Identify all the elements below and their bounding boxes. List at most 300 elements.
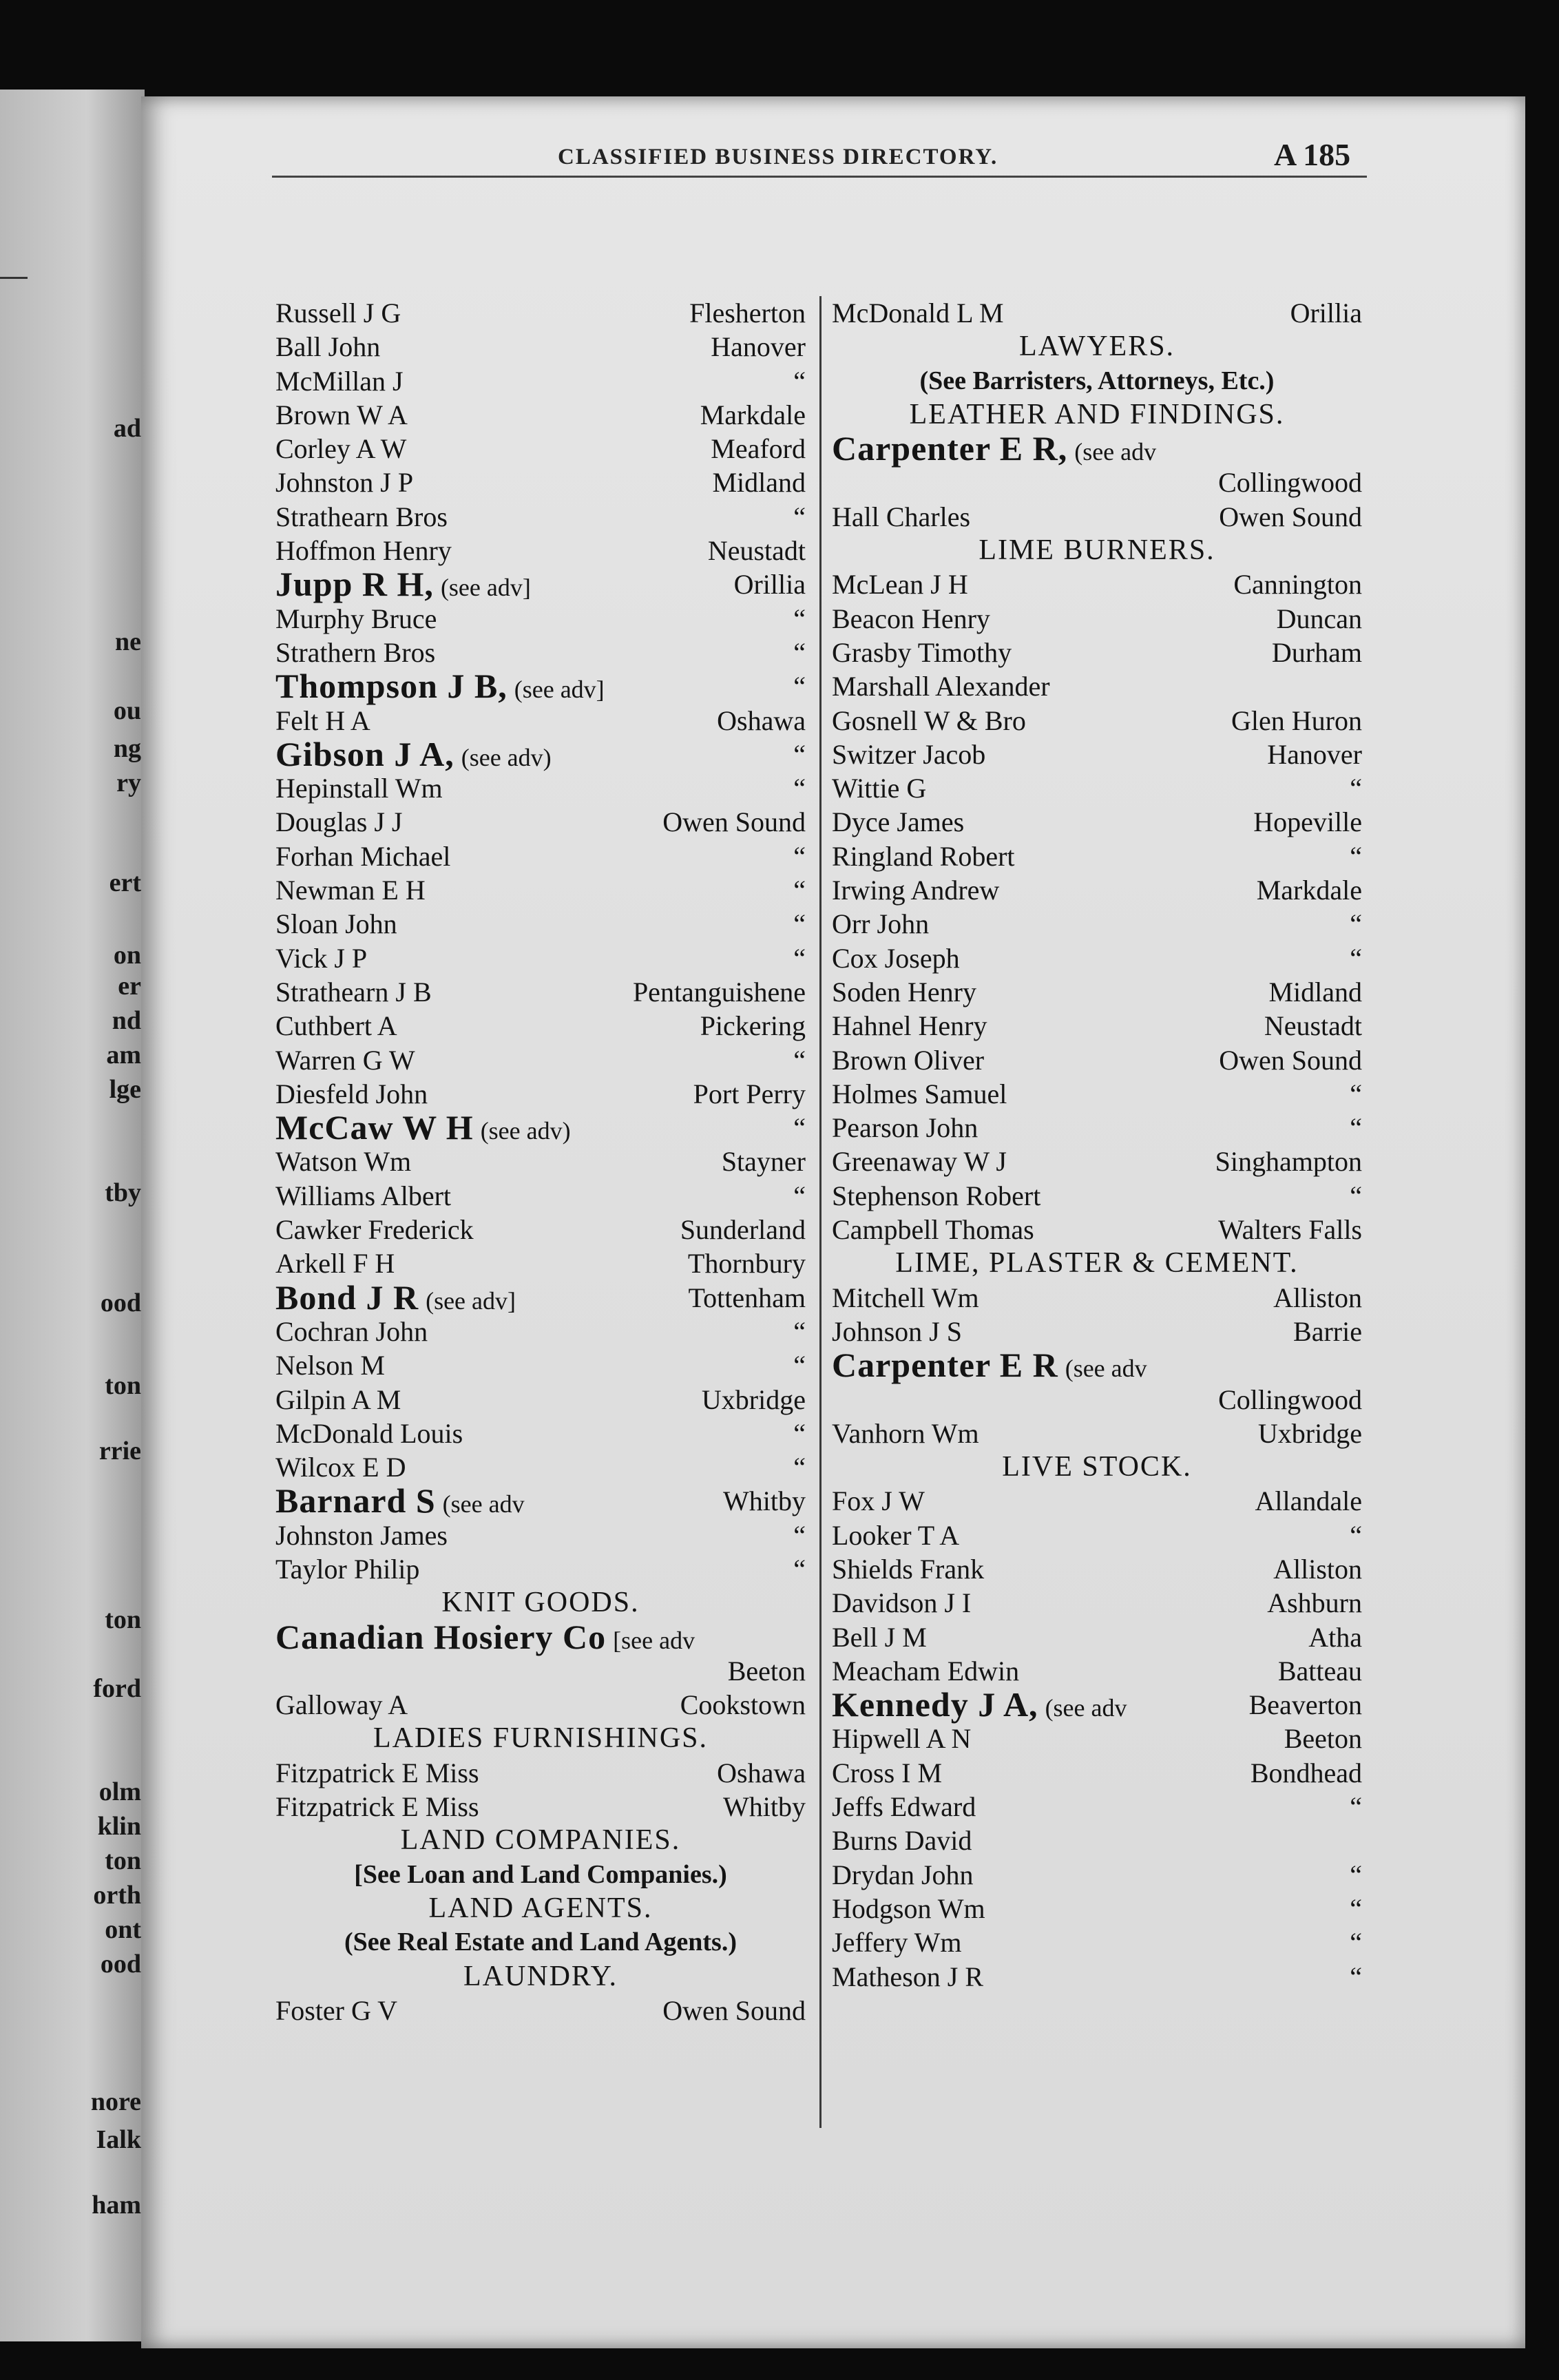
prev-page-fragment: orth <box>93 1881 141 1910</box>
entry-name-text: Hall Charles <box>832 501 971 532</box>
directory-entry <box>275 1246 806 1280</box>
entry-name <box>275 1213 474 1246</box>
entry-name <box>275 1994 397 2027</box>
directory-entry <box>832 1858 1362 1892</box>
entry-name-text: Wilcox E D <box>275 1452 406 1483</box>
directory-entry <box>275 873 806 907</box>
entry-name <box>832 500 970 534</box>
entry-place: Uxbridge <box>701 1384 806 1415</box>
right-column <box>832 296 1362 1994</box>
section-heading <box>832 1246 1362 1280</box>
entry-name-text: Stephenson Robert <box>832 1180 1041 1211</box>
entry-name-text: Davidson J I <box>832 1587 972 1619</box>
entry-name-text: Gosnell W & Bro <box>832 704 1026 736</box>
directory-entry <box>275 1009 806 1043</box>
entry-name <box>275 636 435 669</box>
entry-name-text: Williams Albert <box>275 1180 452 1211</box>
entry-name <box>275 1315 428 1348</box>
cross-reference-note: (See Real Estate and Land Agents.) <box>344 1928 737 1957</box>
entry-place: Orillia <box>1290 298 1362 328</box>
entry-place: “ <box>1350 773 1362 804</box>
entry-place: Bondhead <box>1250 1757 1362 1788</box>
entry-name <box>275 1450 406 1484</box>
entry-place: “ <box>1350 1859 1362 1890</box>
entry-name-text: McDonald Louis <box>275 1417 463 1449</box>
entry-place: “ <box>1350 1791 1362 1823</box>
entry-name-text: Bell J M <box>832 1621 927 1653</box>
entry-name-text: Matheson J R <box>832 1961 983 1992</box>
entry-name-text: McDonald L M <box>832 298 1004 328</box>
directory-entry <box>832 1685 1362 1724</box>
entry-name <box>832 1654 1019 1688</box>
entry-name-text: Strathearn Bros <box>275 501 448 532</box>
entry-place: Flesherton <box>689 298 806 328</box>
entry-place: Beeton <box>727 1655 806 1687</box>
entry-name-text: Arkell F H <box>275 1248 395 1280</box>
section-heading-text: LIME, PLASTER & CEMENT. <box>895 1247 1299 1280</box>
entry-place: “ <box>793 1417 806 1449</box>
directory-entry <box>832 602 1362 636</box>
advertiser-name <box>275 1277 516 1318</box>
entry-name-text: Hipwell A N <box>832 1723 972 1755</box>
entry-name-text: Jeffery Wm <box>832 1927 962 1959</box>
entry-name <box>832 602 990 636</box>
entry-name <box>832 1484 925 1518</box>
prev-page-fragment: Ialk <box>96 2125 141 2154</box>
section-heading-text: LAWYERS. <box>1018 331 1175 363</box>
entry-place: Owen Sound <box>662 806 806 838</box>
prev-page-fragment: ton <box>105 1605 141 1634</box>
directory-entry <box>832 1960 1362 1994</box>
entry-name <box>832 1620 927 1654</box>
directory-entry <box>275 330 806 364</box>
directory-entry <box>832 907 1362 941</box>
entry-name-text: Watson Wm <box>275 1146 412 1178</box>
entry-name-text: Irwing Andrew <box>832 875 1000 906</box>
entry-place: “ <box>793 875 806 906</box>
entry-name <box>832 1824 972 1857</box>
entry-name-text: Fitzpatrick E Miss <box>275 1757 479 1788</box>
entry-place: Hopeville <box>1253 806 1362 838</box>
entry-name <box>275 771 443 805</box>
entry-name-text: McLean J H <box>832 569 968 601</box>
entry-name <box>275 364 404 398</box>
entry-name-text: Dyce James <box>832 806 965 838</box>
advertiser-name <box>832 1348 1147 1386</box>
prev-page-fragment: ood <box>100 1288 141 1317</box>
entry-name-text: Hodgson Wm <box>832 1892 985 1924</box>
directory-entry <box>275 975 806 1009</box>
entry-name-text: Marshall Alexander <box>832 671 1050 702</box>
entry-place: Pentanguishene <box>632 976 806 1008</box>
entry-place: “ <box>793 1112 806 1144</box>
entry-name-text: Hahnel Henry <box>832 1010 987 1042</box>
prev-page-fragment: ont <box>105 1915 141 1944</box>
entry-name <box>832 1586 971 1620</box>
directory-entry <box>275 534 806 567</box>
entry-place: Duncan <box>1276 603 1362 634</box>
entry-place: Durham <box>1271 636 1362 668</box>
column-divider <box>819 296 822 2128</box>
entry-name-text: Jeffs Edward <box>832 1791 976 1823</box>
entry-place: Hanover <box>711 331 806 363</box>
entry-place: Whitby <box>723 1485 806 1517</box>
entry-name-text: Carpenter E R <box>832 1346 1058 1385</box>
prev-page-fragment: on <box>113 941 141 970</box>
directory-entry <box>275 941 806 975</box>
entry-place: Oshawa <box>717 1757 806 1788</box>
directory-entry <box>275 805 806 839</box>
section-heading-text: LEATHER AND FINDINGS. <box>909 398 1285 430</box>
entry-name <box>832 704 1026 738</box>
entry-name <box>832 1756 942 1790</box>
directory-entry <box>275 1315 806 1348</box>
entry-place: “ <box>1350 1180 1362 1211</box>
entry-name-text: Fox J W <box>832 1485 925 1517</box>
directory-entry <box>275 1077 806 1111</box>
advertiser-name <box>832 429 1157 469</box>
entry-name <box>275 1179 451 1213</box>
entry-name-text: Cawker Frederick <box>275 1214 474 1246</box>
entry-name-text: Cox Joseph <box>832 942 960 974</box>
directory-entry <box>275 1383 806 1417</box>
directory-entry <box>275 1518 806 1552</box>
entry-place: “ <box>793 671 806 702</box>
entry-name-text: Fitzpatrick E Miss <box>275 1791 479 1823</box>
entry-name-text: Sloan John <box>275 908 397 940</box>
directory-entry <box>275 398 806 432</box>
entry-name-text: Wittie G <box>832 773 927 804</box>
section-heading <box>832 330 1362 364</box>
entry-name-text: Gilpin A M <box>275 1384 401 1415</box>
entry-name <box>832 941 960 975</box>
entry-name-text: Forhan Michael <box>275 840 451 872</box>
directory-entry <box>832 1009 1362 1043</box>
entry-name <box>832 1043 984 1077</box>
entry-place: “ <box>1350 1892 1362 1924</box>
entry-name-text: Johnson J S <box>832 1315 962 1347</box>
prev-page-fragment: ert <box>109 868 141 897</box>
directory-entry <box>832 873 1362 907</box>
entry-place: “ <box>793 1350 806 1381</box>
see-adv-note: [see adv <box>613 1626 695 1654</box>
directory-entry <box>832 1043 1362 1077</box>
entry-place: “ <box>793 603 806 634</box>
prev-page-fragment: ood <box>100 1950 141 1979</box>
entry-name <box>832 1518 959 1552</box>
directory-entry <box>275 1481 806 1521</box>
directory-entry <box>275 1994 806 2027</box>
entry-name-text: McMillan J <box>275 365 404 397</box>
entry-name <box>832 1077 1007 1111</box>
entry-place: “ <box>793 942 806 974</box>
entry-name-text: Taylor Philip <box>275 1553 420 1585</box>
advertiser-name <box>275 669 605 707</box>
directory-entry <box>275 704 806 738</box>
directory-entry <box>832 1213 1362 1246</box>
entry-place: “ <box>793 1452 806 1483</box>
see-adv-note: (see adv] <box>440 574 531 602</box>
entry-place: Allandale <box>1255 1485 1362 1517</box>
section-heading-text: LAND AGENTS. <box>428 1892 653 1924</box>
entry-name <box>275 432 406 466</box>
entry-name <box>275 941 367 975</box>
entry-name-text: Strathearn J B <box>275 976 432 1008</box>
directory-entry <box>275 1756 806 1790</box>
directory-entry <box>832 771 1362 805</box>
prev-page-fragment: ham <box>92 2191 141 2220</box>
left-column <box>275 296 806 2027</box>
entry-name-text: Brown Oliver <box>832 1044 985 1076</box>
entry-place: Walters Falls <box>1218 1214 1362 1246</box>
entry-place: Midland <box>1268 976 1362 1008</box>
entry-name-text: Holmes Samuel <box>832 1078 1007 1109</box>
entry-place: “ <box>793 636 806 668</box>
prev-page-fragment: ou <box>113 696 141 725</box>
entry-place: “ <box>1350 1927 1362 1959</box>
directory-entry <box>832 1925 1362 1959</box>
directory-entry <box>832 1824 1362 1857</box>
entry-place: Ashburn <box>1267 1587 1362 1619</box>
directory-entry <box>275 1450 806 1484</box>
directory-entry <box>832 1722 1362 1755</box>
entry-name-text: Grasby Timothy <box>832 636 1012 668</box>
prev-page-rule <box>0 277 28 279</box>
directory-entry <box>275 907 806 941</box>
prev-page-fragment: ng <box>113 734 141 763</box>
entry-name <box>832 975 976 1009</box>
entry-name-text: Bond J R <box>275 1277 419 1317</box>
entry-place: Owen Sound <box>662 1994 806 2026</box>
entry-name-text: Orr John <box>832 908 930 940</box>
entry-place: Collingwood <box>1218 1384 1362 1415</box>
advertiser-name <box>275 734 552 775</box>
prev-page-fragment: rrie <box>98 1437 141 1465</box>
see-adv-note: (see adv <box>1045 1694 1127 1722</box>
page-number: A 185 <box>1274 137 1351 172</box>
entry-name-text: Vanhorn Wm <box>832 1417 979 1449</box>
directory-entry <box>275 1145 806 1178</box>
directory-entry <box>832 1790 1362 1824</box>
entry-name-text: Vick J P <box>275 942 368 974</box>
section-heading-text: LIVE STOCK. <box>1002 1451 1192 1483</box>
entry-place: “ <box>1350 908 1362 940</box>
entry-place: “ <box>793 1553 806 1585</box>
entry-name-text: Corley A W <box>275 433 407 465</box>
header-rule <box>272 176 1367 178</box>
entry-name <box>275 602 437 636</box>
entry-place: Singhampton <box>1215 1146 1362 1178</box>
entry-name-text: Russell J G <box>275 298 401 328</box>
entry-name <box>832 669 1050 703</box>
entry-name-text: Brown W A <box>275 399 408 430</box>
entry-name <box>275 330 380 364</box>
entry-name <box>832 1892 985 1925</box>
entry-name <box>275 1383 401 1417</box>
directory-entry <box>275 602 806 636</box>
section-heading-text: LAND COMPANIES. <box>400 1824 681 1857</box>
directory-entry <box>832 839 1362 873</box>
entry-place: Sunderland <box>680 1214 806 1246</box>
entry-place: “ <box>793 840 806 872</box>
entry-place: Alliston <box>1273 1553 1362 1585</box>
prev-page-fragment: ad <box>113 414 141 443</box>
prev-page-fragment: nore <box>90 2087 141 2116</box>
entry-name-text: Hepinstall Wm <box>275 773 443 804</box>
entry-name <box>832 296 1004 330</box>
running-head: CLASSIFIED BUSINESS DIRECTORY. <box>558 145 998 169</box>
directory-entry <box>275 432 806 466</box>
entry-name <box>275 466 413 499</box>
entry-place: Cookstown <box>680 1689 806 1721</box>
entry-name-text: Foster G V <box>275 1994 398 2026</box>
section-heading <box>275 1892 806 1925</box>
entry-name-text: Ringland Robert <box>832 840 1015 872</box>
entry-name <box>275 839 450 873</box>
directory-entry <box>832 805 1362 839</box>
directory-entry <box>832 1586 1362 1620</box>
directory-entry <box>275 1277 806 1317</box>
see-adv-note: (see adv) <box>461 743 552 771</box>
directory-entry <box>275 296 806 330</box>
entry-place: Midland <box>712 467 806 499</box>
directory-entry <box>275 466 806 499</box>
entry-name <box>832 873 999 907</box>
entry-name <box>832 1722 971 1755</box>
entry-name <box>275 975 432 1009</box>
directory-entry <box>832 296 1362 330</box>
entry-name <box>832 636 1012 669</box>
entry-place: Orillia <box>733 569 806 601</box>
directory-entry <box>832 1518 1362 1552</box>
entry-name <box>832 1009 987 1043</box>
entry-name-text: Gibson J A, <box>275 734 454 773</box>
entry-place: “ <box>793 738 806 770</box>
advertiser-name <box>275 1481 525 1521</box>
directory-entry <box>275 500 806 534</box>
section-heading <box>275 1960 806 1994</box>
entry-name <box>275 1518 448 1552</box>
entry-place: Atha <box>1308 1621 1362 1653</box>
entry-name-text: Shields Frank <box>832 1553 985 1585</box>
section-heading <box>832 534 1362 567</box>
directory-entry <box>275 565 806 604</box>
entry-place: Stayner <box>721 1146 806 1178</box>
entry-name-text: Johnston James <box>275 1519 448 1551</box>
prev-page-fragment: tby <box>105 1178 141 1207</box>
directory-entry <box>275 1688 806 1722</box>
prev-page-fragment: klin <box>97 1812 141 1841</box>
directory-entry <box>275 1552 806 1586</box>
entry-place: Glen Huron <box>1231 704 1362 736</box>
entry-name <box>832 1790 976 1824</box>
entry-name <box>275 704 370 738</box>
entry-name <box>275 907 397 941</box>
directory-entry <box>275 1108 806 1147</box>
entry-name-text: Kennedy J A, <box>832 1685 1038 1724</box>
advertiser-name <box>832 1685 1127 1725</box>
directory-entry <box>832 1281 1362 1315</box>
directory-entry <box>832 429 1362 468</box>
advertiser-name <box>275 567 531 605</box>
directory-entry <box>832 1417 1362 1450</box>
prev-page-fragment: ton <box>105 1371 141 1400</box>
entry-place: Tottenham <box>688 1282 806 1313</box>
directory-entry <box>275 667 806 706</box>
section-heading <box>832 1450 1362 1484</box>
entry-name <box>275 500 448 534</box>
entry-place: Owen Sound <box>1219 501 1362 532</box>
entry-place: Thornbury <box>687 1248 806 1280</box>
entry-name-text: Galloway A <box>275 1689 408 1721</box>
see-adv-note: (see adv <box>1074 438 1157 466</box>
entry-name-text: Carpenter E R, <box>832 429 1068 468</box>
entry-place: “ <box>1350 942 1362 974</box>
directory-entry <box>275 364 806 398</box>
directory-entry <box>275 1417 806 1450</box>
entry-place: “ <box>1350 1078 1362 1109</box>
advertiser-name <box>275 1108 571 1148</box>
entry-name-text: Warren G W <box>275 1044 415 1076</box>
see-adv-note: (see adv] <box>514 676 605 704</box>
entry-name-text: Felt H A <box>275 704 370 736</box>
directory-entry <box>832 466 1362 499</box>
entry-name <box>832 738 985 771</box>
entry-name-text: Strathern Bros <box>275 636 436 668</box>
entry-name <box>832 1179 1040 1213</box>
directory-entry <box>832 1179 1362 1213</box>
entry-name-text: Greenaway W J <box>832 1146 1007 1178</box>
entry-name <box>832 805 964 839</box>
directory-entry <box>832 1315 1362 1348</box>
entry-place: Neustadt <box>707 535 806 567</box>
directory-entry <box>832 1346 1362 1385</box>
directory-entry <box>832 941 1362 975</box>
prev-page-fragment: er <box>118 972 141 1001</box>
entry-place: Collingwood <box>1218 467 1362 499</box>
entry-place: “ <box>793 1519 806 1551</box>
entry-name <box>275 1077 428 1111</box>
directory-entry <box>832 704 1362 738</box>
entry-name <box>832 1145 1007 1178</box>
entry-name-text: Pearson John <box>832 1112 979 1144</box>
entry-name <box>832 567 968 601</box>
prev-page-fragment: ne <box>115 627 141 656</box>
entry-name <box>832 1417 979 1450</box>
directory-entry <box>275 1348 806 1382</box>
entry-name <box>832 771 926 805</box>
directory-entry <box>832 1756 1362 1790</box>
entry-name-text: Murphy Bruce <box>275 603 437 634</box>
entry-name <box>832 907 929 941</box>
entry-place: Neustadt <box>1264 1010 1362 1042</box>
prev-page-fragment: ton <box>105 1846 141 1875</box>
entry-name-text: Mitchell Wm <box>832 1282 979 1313</box>
cross-reference-note: (See Barristers, Attorneys, Etc.) <box>919 366 1275 395</box>
entry-name <box>275 534 452 567</box>
directory-entry <box>832 567 1362 601</box>
section-heading <box>275 1586 806 1620</box>
entry-name-text: Soden Henry <box>832 976 976 1008</box>
entry-name <box>275 805 402 839</box>
section-heading-text: LAUNDRY. <box>463 1960 618 1992</box>
directory-entry <box>275 1043 806 1077</box>
entry-name-text: Cuthbert A <box>275 1010 397 1042</box>
prev-page-fragment: ford <box>93 1674 141 1703</box>
entry-name-text: Ball John <box>275 331 381 363</box>
directory-entry <box>832 1620 1362 1654</box>
entry-place: “ <box>793 1180 806 1211</box>
